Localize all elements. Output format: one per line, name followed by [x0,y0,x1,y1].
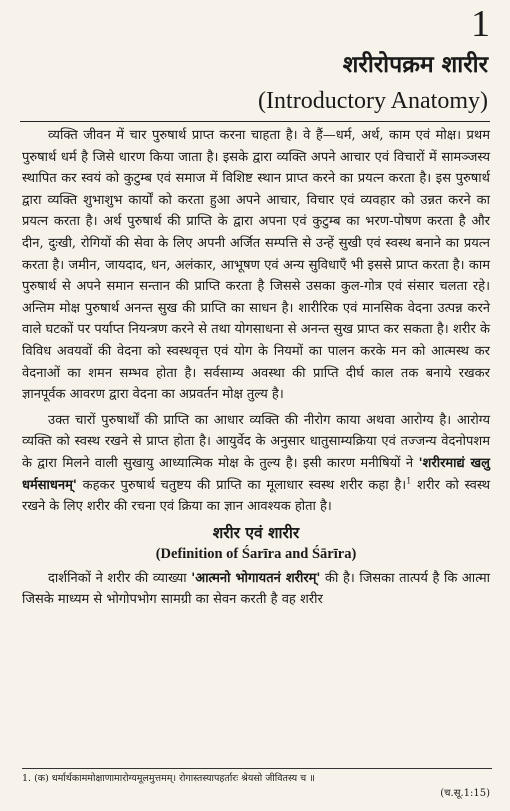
paragraph-2 [22,410,490,518]
chapter-title-english: (Introductory Anatomy) [258,88,488,114]
chapter-title-hindi: शरीरोपक्रम शारीर [342,51,488,78]
section-title-english: (Definition of Śarīra and Śārīra) [155,545,357,562]
paragraph-3-text-b: की है। जिसका तात्पर्य है कि आत्मा जिसके माध्यम से भोगोपभोग सामग्री का सेवन करती है वह शरीर [22,570,490,608]
header-divider [20,121,490,122]
paragraph-3 [22,568,490,611]
footnote-text: 1. (क) धर्मार्थकाममोक्षाणामारोग्यमूलमुत्तमम्। रोगास्तस्यापहर्तारः श्रेयसो जीवितस्य च ॥ [22,773,315,784]
quote-atmano-bhoga: 'आत्मनो भोगायतनं शरीरम्' [191,570,321,586]
paragraph-2-text-a: उक्त चारों पुरुषार्थों की प्राप्ति का आधार व्यक्ति की नीरोग काया अथवा आरोग्य है। आरोग्य व्यक्ति को स्वस्थ रखने से प्राप्त होता है। आयुर्वेद के अनुसार धातुसाम्यक्रिया एवं तज्जन्य वेदनोपशम के द्वारा मिलने वाली सुखायु आध्यात्मिक मोक्ष के तुल्य है। इसी कारण मनीषियों ने [22,412,490,471]
paragraph-1: व्यक्ति जीवन में चार पुरुषार्थ प्राप्त करना चाहता है। वे हैं—धर्म, अर्थ, काम एवं मोक्ष। प्रथम पुरुषार्थ धर्म है जिसे धारण किया जाता है। इसके द्वारा व्यक्ति अपने आचार एवं विचारों में सामञ्जस्य स्थापित कर स्वयं को कुटुम्ब एवं समाज में विशिष्ट स्थान प्राप्त करने का प्रयत्न करता है। इस पुरुषार्थ द्वारा व्यक्ति शुभाशुभ कार्यों को करता हुआ अपने आचार, विचार एवं व्यवहार को उन्नत करने का प्रयत्न करता है। अर्थ पुरुषार्थ की प्राप्ति के द्वारा अपना एवं कुटुम्ब का भरण-पोषण करता है और दीन, दुःखी, रोगियों की सेवा के लिए अपनी अर्जित सम्पत्ति से उन्हें सुखी एवं स्वस्थ बनाने का प्रयत्न करता है। जमीन, जायदाद, धन, अलंकार, आभूषण एवं अन्य सुविधाएँ भी इससे प्राप्त करता है। काम पुरुषार्थ से अपने समान सन्तान की प्राप्ति करता है जिससे उसका कुल-गोत्र एवं संसार चलता रहे। अन्तिम मोक्ष पुरुषार्थ अनन्त सुख की प्राप्ति का साधन है। शारीरिक एवं मानसिक वेदना उत्पन्न करने वाले घटकों पर पर्याप्त नियन्त्रण करने से तथा योगसाधना से अनन्त सुख प्राप्त कर सकता है। शरीर के विविध अवयवों की वेदना को स्वस्थवृत्त एवं योग के नियमों का पालन करके मन को आत्मस्थ कर वेदनाओं का शमन सम्भव होता है। सर्वसाम्य अवस्था की प्राप्ति दीर्घ काल तक बनाये रखकर ज्ञानपूर्वक आवरण द्वारा वेदना का अप्रवर्तन मोक्ष तुल्य है। [22,128,490,403]
paragraph-2-text-c: शरीर को स्वस्थ रखने के लिए शरीर की रचना एवं क्रिया का ज्ञान आवश्यक होता है। [22,477,490,515]
footnote-marker: 1 [406,476,412,486]
footnote-reference: (च.सू.1:15) [440,788,490,799]
section-title-hindi: शरीर एवं शारीर [212,522,300,542]
paragraph-2-text-b: कहकर पुरुषार्थ चतुष्टय की प्राप्ति का मूलाधार स्वस्थ शरीर कहा है। [76,477,407,493]
footnote [22,772,490,801]
body-text [22,125,490,615]
paragraph-3-text-a: दार्शनिकों ने शरीर की व्याख्या [48,570,192,586]
quote-sharira-dharma: 'शरीरमाद्यं खलु धर्मसाधनम्' [22,455,490,493]
chapter-number: 1 [471,3,490,45]
footnote-divider [22,768,492,769]
